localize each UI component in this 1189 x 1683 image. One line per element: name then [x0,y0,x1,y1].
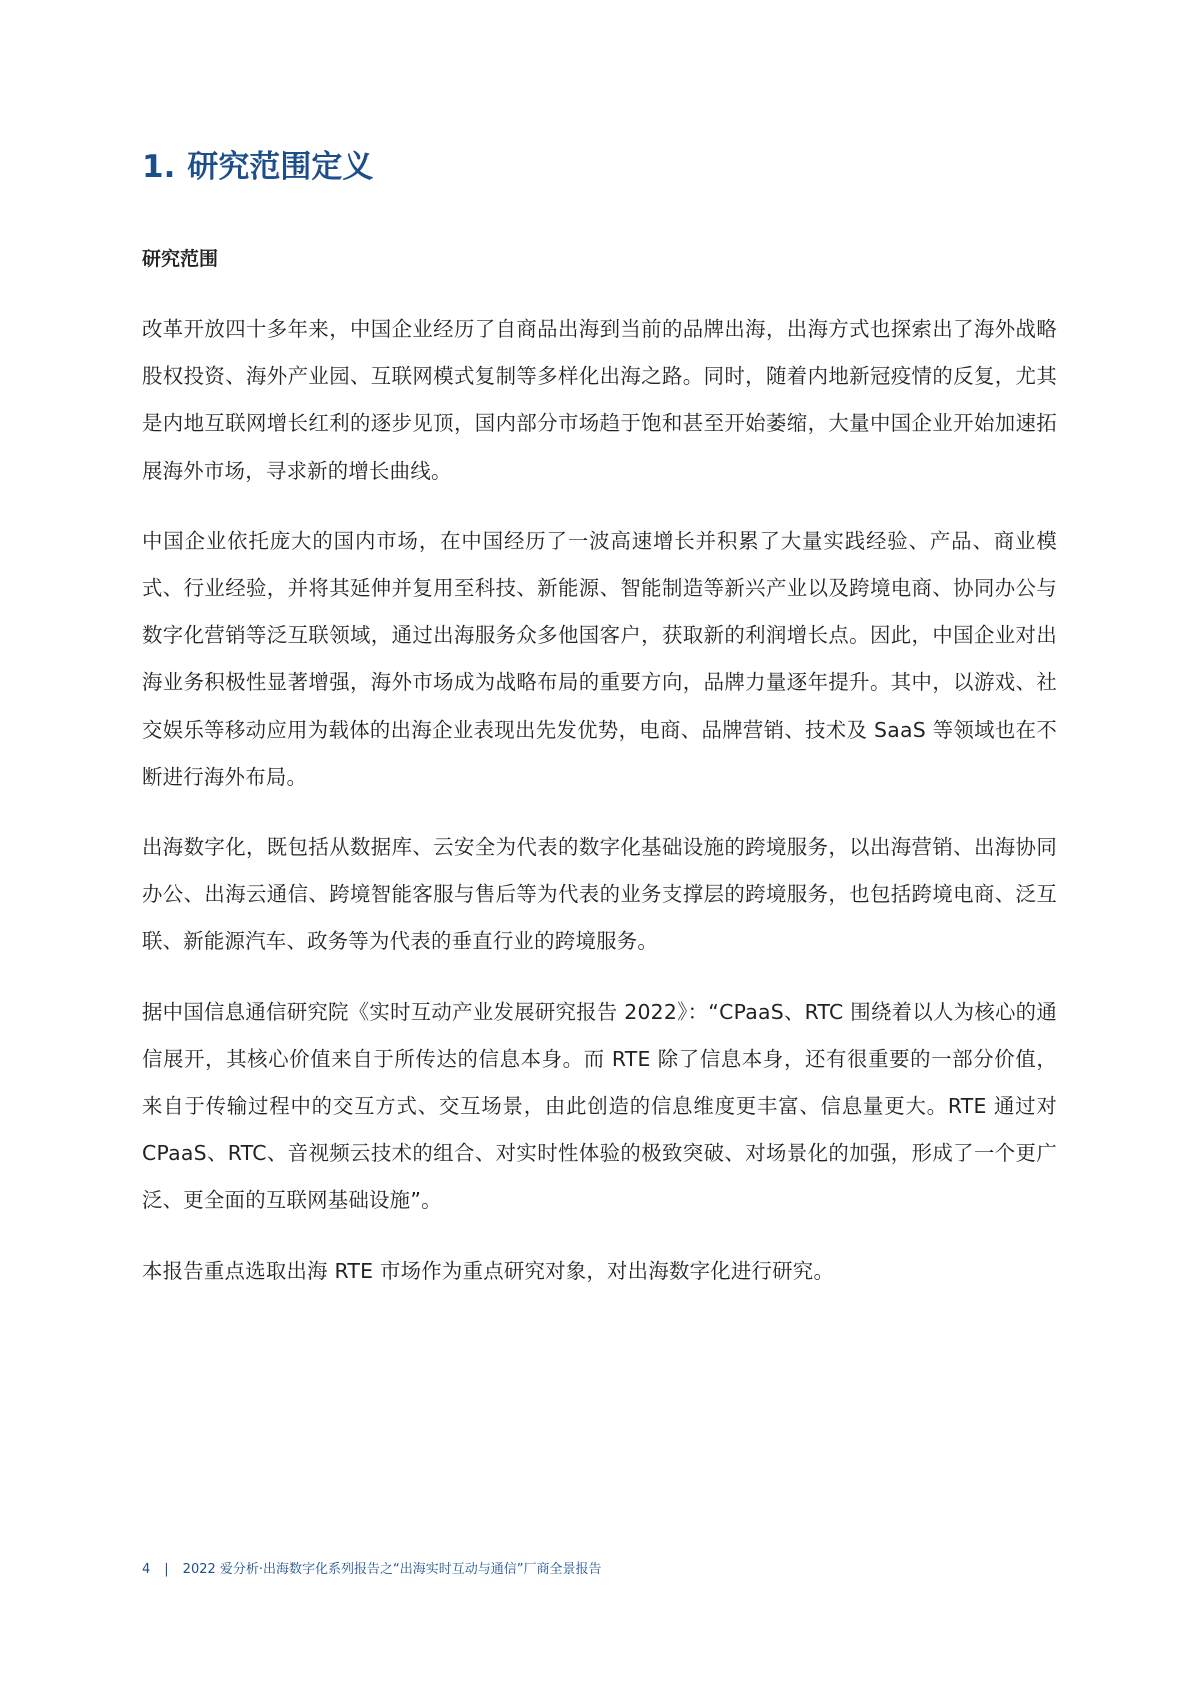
body-text [142,306,1057,1318]
paragraph: 据中国信息通信研究院《实时互动产业发展研究报告 2022》：“CPaaS、RTC 围绕着以人为核心的通信展开，其核心价值来自于所传达的信息本身。而 RTE 除了信息本身，还有很重要的一部分价值，来自于传输过程中的交互方式、交互场景，由此创造的信息维度更丰富、信息量更大。RTE 通过对 CPaaS、RTC、音视频云技术的组合、对实时性体验的极致突破、对场景化的加强，形成了一个更广泛、更全面的互联网基础设施”。 [142,999,1057,1213]
footer-report-title: 2022 爱分析·出海数字化系列报告之“出海实时互动与通信”厂商全景报告 [182,1562,602,1577]
section-title: 研究范围定义 [187,149,374,185]
paragraph: 出海数字化，既包括从数据库、云安全为代表的数字化基础设施的跨境服务，以出海营销、出海协同办公、出海云通信、跨境智能客服与售后等为代表的业务支撑层的跨境服务，也包括跨境电商、泛互联、新能源汽车、政务等为代表的垂直行业的跨境服务。 [142,835,1057,954]
page-footer [142,1563,602,1576]
section-number: 1. [142,149,176,185]
section-heading [142,149,374,185]
subsection-title: 研究范围 [142,248,219,270]
paragraph: 本报告重点选取出海 RTE 市场作为重点研究对象，对出海数字化进行研究。 [142,1258,835,1283]
page-number: 4 [142,1562,151,1577]
paragraph: 改革开放四十多年来，中国企业经历了自商品出海到当前的品牌出海，出海方式也探索出了海外战略股权投资、海外产业园、互联网模式复制等多样化出海之路。同时，随着内地新冠疫情的反复，尤其是内地互联网增长红利的逐步见顶，国内部分市场趋于饱和甚至开始萎缩，大量中国企业开始加速拓展海外市场，寻求新的增长曲线。 [142,317,1057,483]
paragraph: 中国企业依托庞大的国内市场，在中国经历了一波高速增长并积累了大量实践经验、产品、商业模式、行业经验，并将其延伸并复用至科技、新能源、智能制造等新兴产业以及跨境电商、协同办公与数字化营销等泛互联领域，通过出海服务众多他国客户，获取新的利润增长点。因此，中国企业对出海业务积极性显著增强，海外市场成为战略布局的重要方向，品牌力量逐年提升。其中，以游戏、社交娱乐等移动应用为载体的出海企业表现出先发优势，电商、品牌营销、技术及 SaaS 等领域也在不断进行海外布局。 [142,528,1057,789]
footer-separator: | [164,1562,169,1577]
